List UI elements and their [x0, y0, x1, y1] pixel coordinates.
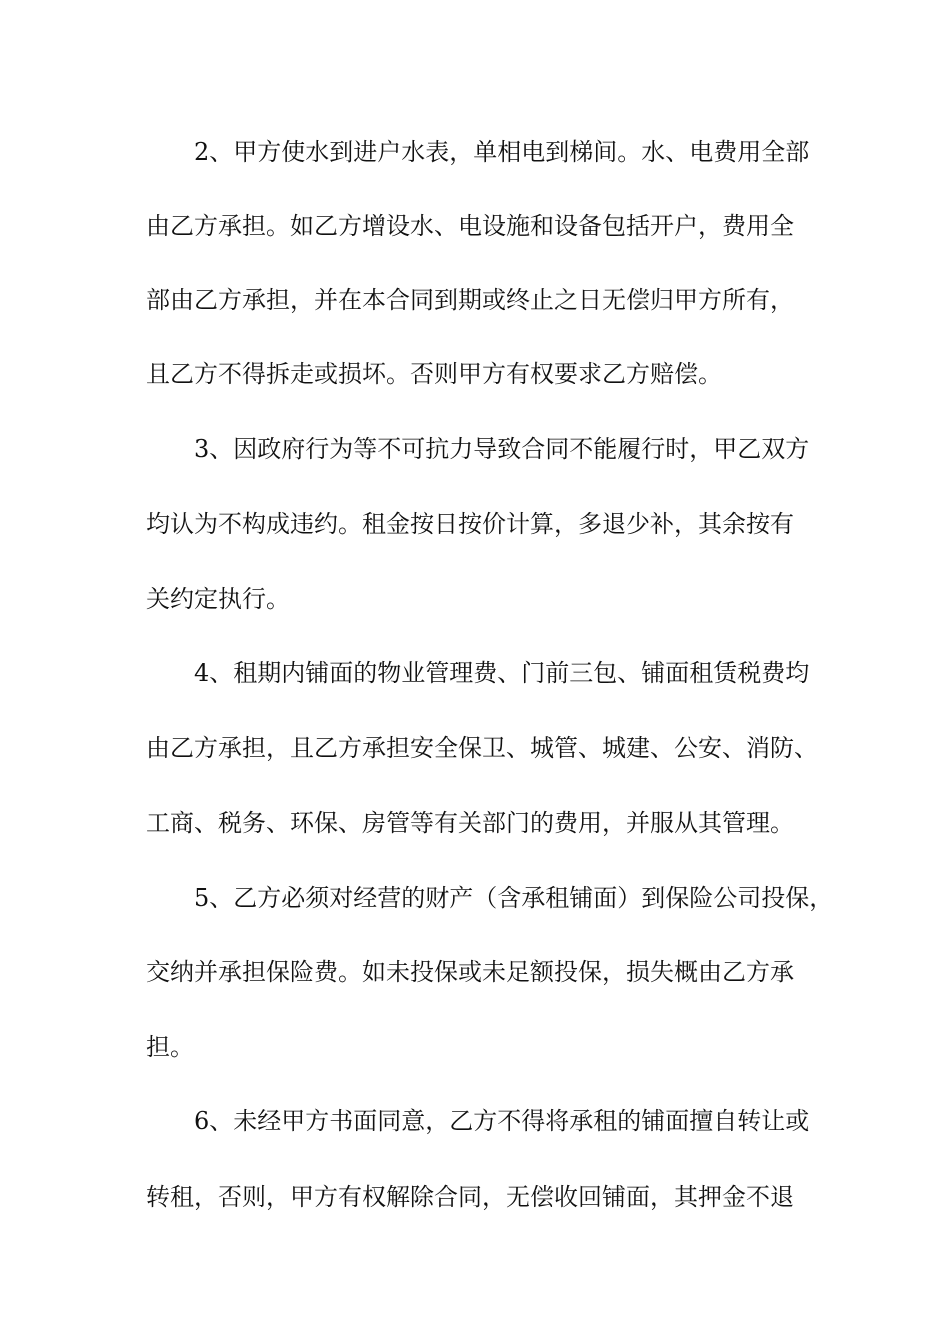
text-line: 关约定执行。	[146, 585, 290, 613]
text-line: 由乙方承担。如乙方增设水、电设施和设备包括开户，费用全	[146, 212, 794, 240]
text-line: 2、甲方使水到进户水表，单相电到梯间。水、电费用全部	[194, 138, 810, 166]
text-line: 转租，否则，甲方有权解除合同，无偿收回铺面，其押金不退	[146, 1183, 794, 1211]
text-line: 部由乙方承担，并在本合同到期或终止之日无偿归甲方所有，	[146, 286, 794, 314]
text-line: 6、未经甲方书面同意，乙方不得将承租的铺面擅自转让或	[194, 1107, 810, 1135]
text-line: 由乙方承担，且乙方承担安全保卫、城管、城建、公安、消防、	[146, 734, 818, 762]
text-line: 3、因政府行为等不可抗力导致合同不能履行时，甲乙双方	[194, 435, 810, 463]
text-line: 且乙方不得拆走或损坏。否则甲方有权要求乙方赔偿。	[146, 360, 722, 388]
text-line: 均认为不构成违约。租金按日按价计算，多退少补，其余按有	[146, 510, 794, 538]
text-line: 担。	[146, 1033, 194, 1061]
text-line: 4、租期内铺面的物业管理费、门前三包、铺面租赁税费均	[194, 659, 810, 687]
text-line: 工商、税务、环保、房管等有关部门的费用，并服从其管理。	[146, 809, 794, 837]
text-line: 交纳并承担保险费。如未投保或未足额投保，损失概由乙方承	[146, 958, 794, 986]
text-line: 5、乙方必须对经营的财产（含承租铺面）到保险公司投保，	[194, 884, 834, 912]
